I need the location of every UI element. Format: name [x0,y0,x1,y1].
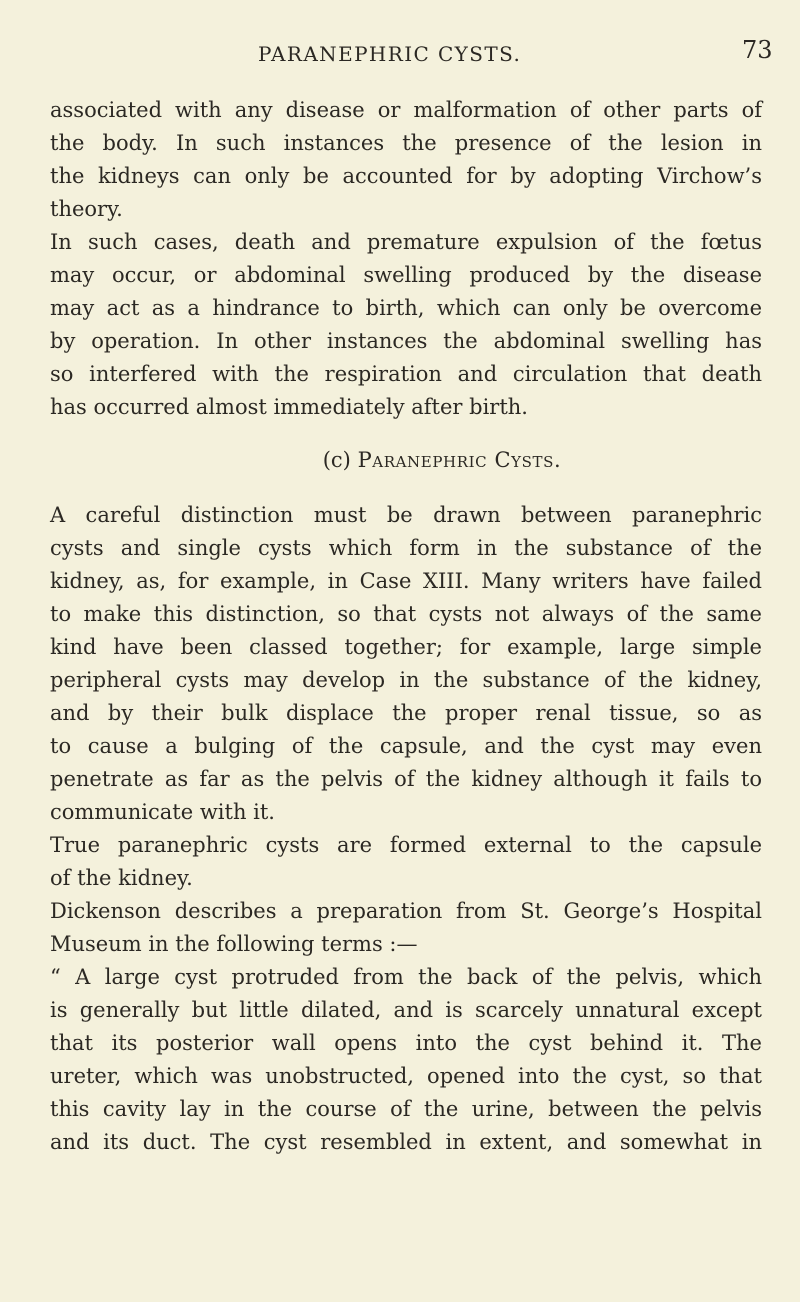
text-line: the body. In such instances the presence of the lesion in [50,131,762,155]
text-line: and by their bulk displace the proper renal tissue, so as [50,701,762,725]
page-number: 73 [742,36,773,64]
running-head: PARANEPHRIC CYSTS. [258,42,522,66]
text-line: to make this distinction, so that cysts not always of the same [50,602,762,626]
text-line: ureter, which was unobstructed, opened into the cyst, so that [50,1064,762,1088]
text-line: Dickenson describes a preparation from St. George’s Hospital [50,899,762,923]
text-line: may occur, or abdominal swelling produced by the disease [50,263,762,287]
text-line: to cause a bulging of the capsule, and the cyst may even [50,734,762,758]
text-line: associated with any disease or malformation of other parts of [50,98,762,122]
text-line: communicate with it. [50,800,275,824]
text-line: “ A large cyst protruded from the back of the pelvis, which [50,965,762,989]
section-heading-label: (c) [322,448,351,472]
text-line: the kidneys can only be accounted for by adopting Virchow’s [50,164,762,188]
text-line: may act as a hindrance to birth, which can only be overcome [50,296,762,320]
text-line: this cavity lay in the course of the urine, between the pelvis [50,1097,762,1121]
text-line: In such cases, death and premature expulsion of the fœtus [50,230,762,254]
text-line: Museum in the following terms :— [50,932,418,956]
text-line: True paranephric cysts are formed external to the capsule [50,833,762,857]
text-line: by operation. In other instances the abdominal swelling has [50,329,762,353]
text-line: so interfered with the respiration and circulation that death [50,362,762,386]
text-line: that its posterior wall opens into the cyst behind it. The [50,1031,762,1055]
text-line: and its duct. The cyst resembled in extent, and somewhat in [50,1130,762,1154]
text-line: cysts and single cysts which form in the substance of the [50,536,762,560]
section-heading [50,435,762,485]
text-line: kind have been classed together; for example, large simple [50,635,762,659]
text-line: is generally but little dilated, and is scarcely unnatural except [50,998,762,1022]
section-heading-title: Paranephric Cysts. [357,448,562,472]
text-line: has occurred almost immediately after birth. [50,395,528,419]
text-line: of the kidney. [50,866,193,890]
text-line: penetrate as far as the pelvis of the kidney although it fails to [50,767,762,791]
text-line: A careful distinction must be drawn between paranephric [50,503,762,527]
body-text [50,94,762,1159]
text-line: kidney, as, for example, in Case XIII. Many writers have failed [50,569,762,593]
text-line: peripheral cysts may develop in the substance of the kidney, [50,668,762,692]
text-line: theory. [50,197,123,221]
